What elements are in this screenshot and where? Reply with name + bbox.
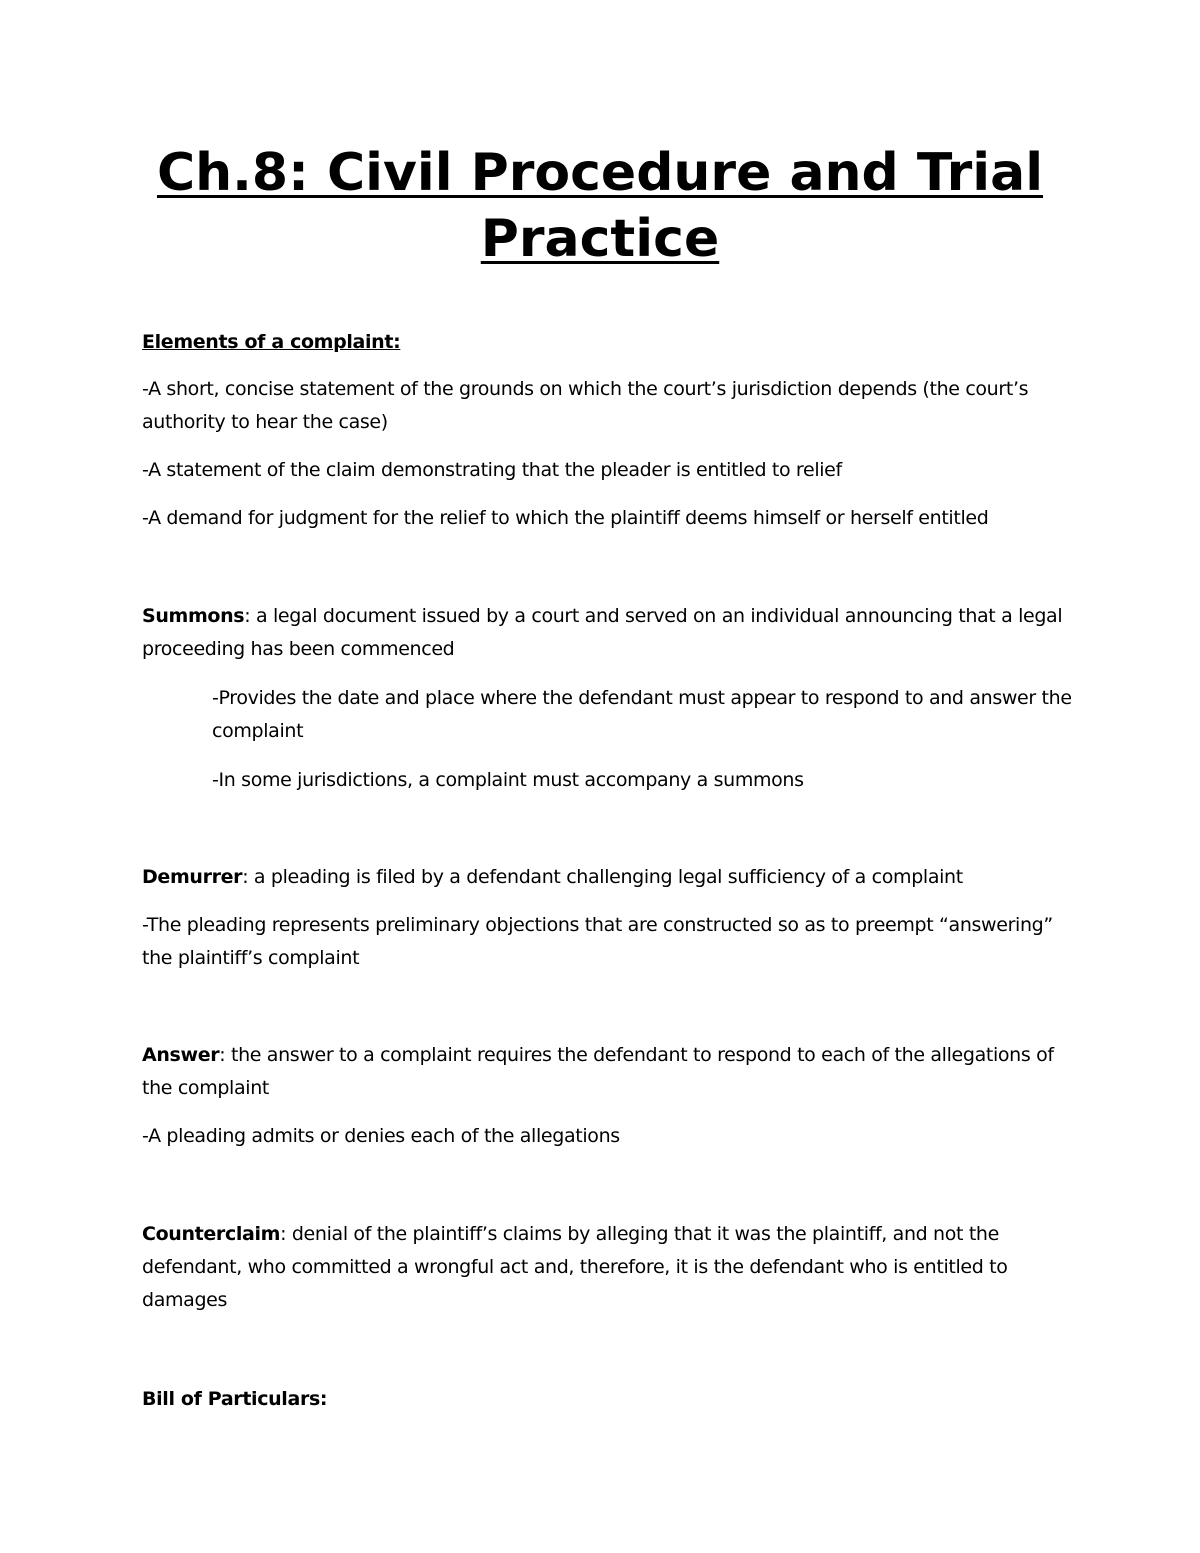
- summons-text: : a legal document issued by a court and served on an individual announcing that a legal proceeding has been commenced: [142, 605, 1063, 660]
- summons-definition: [142, 600, 1072, 666]
- summons-term: Summons: [142, 605, 245, 627]
- demurrer-text: : a pleading is filed by a defendant challenging legal sufficiency of a complaint: [242, 866, 963, 888]
- page-title: Ch.8: Civil Procedure and Trial Practice: [156, 143, 1044, 269]
- answer-text: : the answer to a complaint requires the defendant to respond to each of the allegations of the complaint: [142, 1044, 1054, 1099]
- demurrer-definition: [142, 861, 1072, 894]
- bill-of-particulars-term: Bill of Particulars:: [142, 1388, 328, 1410]
- answer-definition: [142, 1039, 1072, 1105]
- demurrer-term: Demurrer: [142, 866, 243, 888]
- counterclaim-text: : denial of the plaintiff’s claims by alleging that it was the plaintiff, and not the defendant, who committed a wrongful act and, therefore, it is the defendant who is entitled to damages: [142, 1223, 1008, 1311]
- summons-point-1: -Provides the date and place where the defendant must appear to respond to and answer the complaint: [212, 687, 1072, 742]
- summons-point-2: -In some jurisdictions, a complaint must accompany a summons: [212, 769, 804, 791]
- complaint-element-2: -A statement of the claim demonstrating that the pleader is entitled to relief: [142, 459, 842, 481]
- answer-point-1: -A pleading admits or denies each of the allegations: [142, 1125, 620, 1147]
- demurrer-point-1: -The pleading represents preliminary objections that are constructed so as to preempt “answering” the plaintiff’s complaint: [142, 914, 1053, 969]
- complaint-element-1: -A short, concise statement of the grounds on which the court’s jurisdiction depends (the court’s authority to hear the case): [142, 378, 1029, 433]
- complaint-heading: Elements of a complaint:: [142, 331, 401, 353]
- counterclaim-definition: [142, 1218, 1072, 1317]
- answer-term: Answer: [142, 1044, 220, 1066]
- counterclaim-term: Counterclaim: [142, 1223, 281, 1245]
- complaint-element-3: -A demand for judgment for the relief to which the plaintiff deems himself or herself entitled: [142, 507, 989, 529]
- bill-of-particulars-heading: [142, 1383, 1072, 1416]
